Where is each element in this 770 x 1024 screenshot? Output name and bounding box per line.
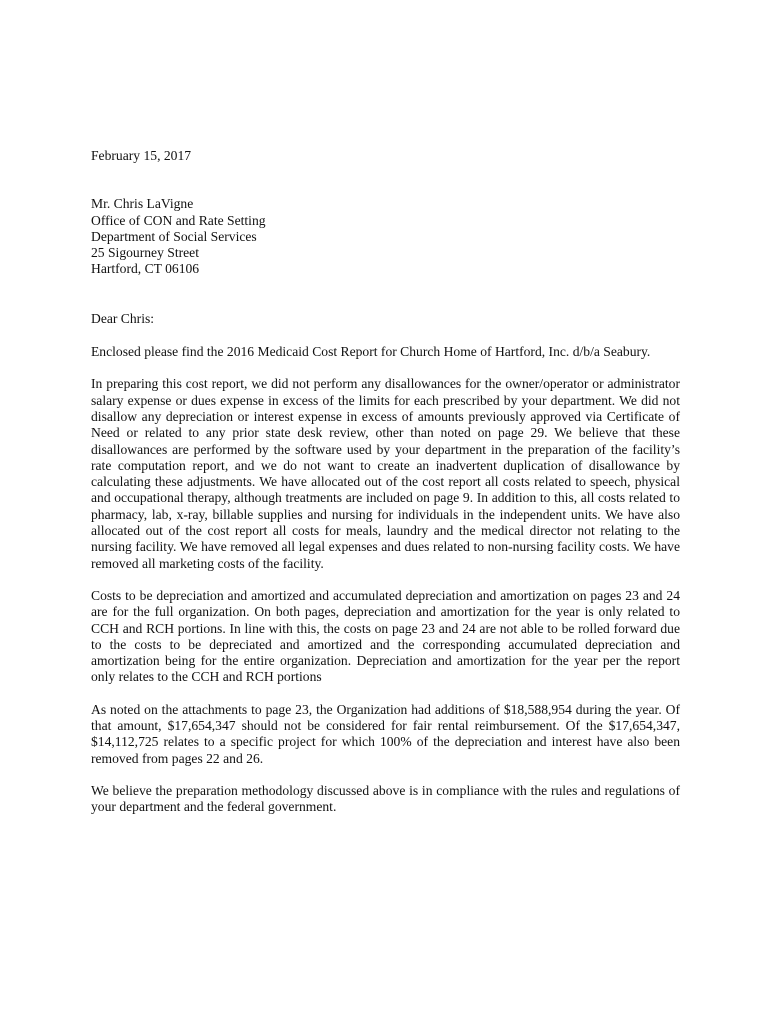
letter-date: February 15, 2017 bbox=[91, 148, 192, 163]
recipient-office: Office of CON and Rate Setting bbox=[91, 212, 266, 228]
paragraph-enclosure: Enclosed please find the 2016 Medicaid Cost Report for Church Home of Hartford, Inc. d/b/a Seabury. bbox=[91, 344, 651, 360]
salutation: Dear Chris: bbox=[91, 310, 155, 326]
paragraph-additions: As noted on the attachments to page 23, the Organization had additions of $18,588,954 during the year. Of that amount, $17,654,347 should not be considered for fair rental reimbursement. Of the $17,654,347, $14,112,725 relates to a specific project for which 100% of the depreciation and interest have also been removed from pages 22 and 26. bbox=[91, 701, 680, 766]
recipient-department: Department of Social Services bbox=[91, 228, 257, 244]
recipient-city: Hartford, CT 06106 bbox=[91, 261, 200, 277]
paragraph-depreciation: Costs to be depreciation and amortized and accumulated depreciation and amortization on pages 23 and 24 are for the full organization. On both pages, depreciation and amortization for the year is only related to CCH and RCH portions. In line with this, the costs on page 23 and 24 are not able to be rolled forward due to the costs to be depreciated and amortized and the corresponding accumulated depreciation and amortization being for the entire organization. Depreciation and amortization for the year per the report only relates to the CCH and RCH portions bbox=[91, 587, 680, 685]
paragraph-compliance: We believe the preparation methodology discussed above is in compliance with the rules and regulations of your department and the federal government. bbox=[91, 782, 680, 815]
letter-page bbox=[91, 148, 680, 832]
recipient-address bbox=[91, 196, 680, 277]
recipient-street: 25 Sigourney Street bbox=[91, 245, 199, 261]
recipient-name: Mr. Chris LaVigne bbox=[91, 196, 194, 212]
paragraph-disallowances: In preparing this cost report, we did not perform any disallowances for the owner/operator or administrator salary expense or dues expense in excess of the limits for each prescribed by your department. We did not disallow any depreciation or interest expense in excess of amounts previously approved via Certificate of Need or related to any prior state desk review, other than noted on page 29. We believe that these disallowances are performed by the software used by your department in the preparation of the facility’s rate computation report, and we do not want to create an inadvertent duplication of disallowance by calculating these adjustments. We have allocated out of the cost report all costs related to speech, physical and occupational therapy, although treatments are included on page 9. In addition to this, all costs related to pharmacy, lab, x-ray, billable supplies and nursing for individuals in the independent units. We have also allocated out of the cost report all costs for meals, laundry and the medical director not relating to the nursing facility. We have removed all legal expenses and dues related to non-nursing facility costs. We have removed all marketing costs of the facility. bbox=[91, 376, 680, 571]
